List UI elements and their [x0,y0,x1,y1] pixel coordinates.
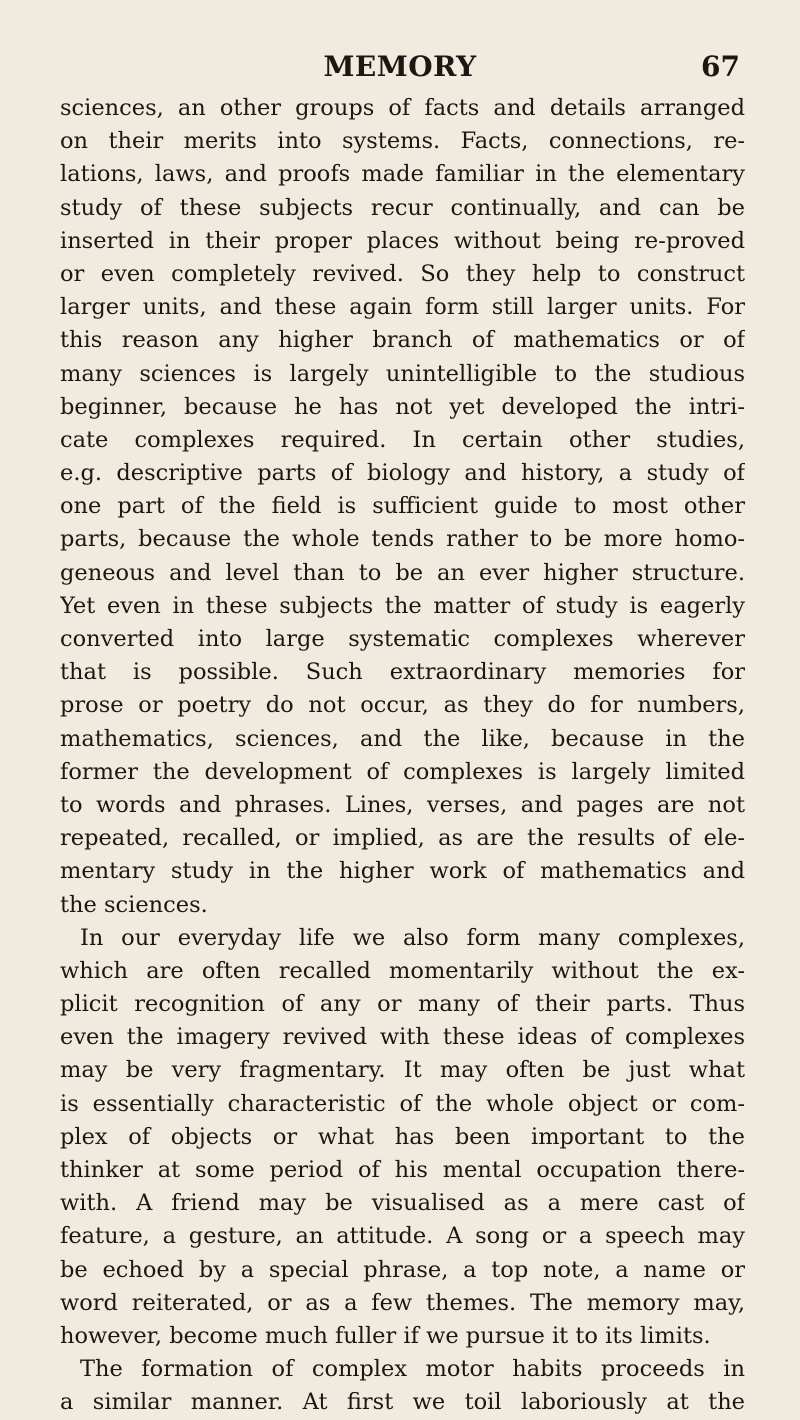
text-line: may be very fragmentary. It may often be just what [60,1057,745,1084]
text-line: word reiterated, or as a few themes. The memory may, [60,1289,745,1316]
text-line: sciences, an other groups of facts and details arranged [60,95,745,121]
text-line: to words and phrases. Lines, verses, and pages are not [60,791,745,818]
text-line: lations, laws, and proofs made familiar in the elementary [60,161,745,188]
text-line: converted into large systematic complexes wherever [60,626,745,652]
paragraph-end-line: however, become much fuller if we pursue it to its limits. [60,1322,711,1349]
text-line: mathematics, sciences, and the like, because in the [60,725,745,752]
text-line: plex of objects or what has been important to the [60,1123,745,1150]
text-line: Yet even in these subjects the matter of study is eagerly [60,592,745,619]
text-line: geneous and level than to be an ever higher structure. [60,559,745,586]
text-line: prose or poetry do not occur, as they do for numbers, [60,692,745,719]
text-line: a similar manner. At first we toil laboriously at the [60,1389,745,1416]
page-number: 67 [701,50,740,83]
text-line: or even completely revived. So they help to construct [60,260,745,287]
text-line: be echoed by a special phrase, a top note, a name or [60,1256,745,1283]
text-line: one part of the field is sufficient guide to most other [60,493,745,520]
text-line: with. A friend may be visualised as a mere cast of [60,1190,745,1217]
running-title: MEMORY [323,50,477,83]
text-line: study of these subjects recur continually, and can be [60,194,745,221]
text-line: e.g. descriptive parts of biology and history, a study of [60,460,745,487]
paragraph-start-line: The formation of complex motor habits proceeds in [80,1356,745,1383]
paragraph-start-line: In our everyday life we also form many complexes, [80,924,745,951]
text-line: even the imagery revived with these ideas of complexes [60,1024,745,1051]
text-line: cate complexes required. In certain other studies, [60,426,745,453]
text-line: plicit recognition of any or many of their parts. Thus [60,991,745,1018]
text-line: which are often recalled momentarily without the ex- [60,957,745,984]
text-line: larger units, and these again form still larger units. For [60,294,745,321]
text-line: feature, a gesture, an attitude. A song or a speech may [60,1223,745,1250]
text-line: that is possible. Such extraordinary memories for [60,659,745,686]
body-text [60,92,745,1420]
text-line: former the development of complexes is largely limited [60,758,745,785]
text-line: parts, because the whole tends rather to be more homo- [60,526,745,553]
text-line: thinker at some period of his mental occupation there- [60,1157,745,1183]
text-line: is essentially characteristic of the whole object or com- [60,1090,745,1117]
text-line: this reason any higher branch of mathematics or of [60,327,745,354]
text-line: on their merits into systems. Facts, connections, re- [60,128,745,155]
text-line: beginner, because he has not yet developed the intri- [60,393,745,420]
text-line: mentary study in the higher work of mathematics and [60,858,745,885]
text-line: inserted in their proper places without being re-proved [60,227,745,254]
page-header [60,50,740,90]
text-line: many sciences is largely unintelligible to the studious [60,360,745,387]
text-line: repeated, recalled, or implied, as are the results of ele- [60,825,745,852]
paragraph-end-line: the sciences. [60,891,208,918]
